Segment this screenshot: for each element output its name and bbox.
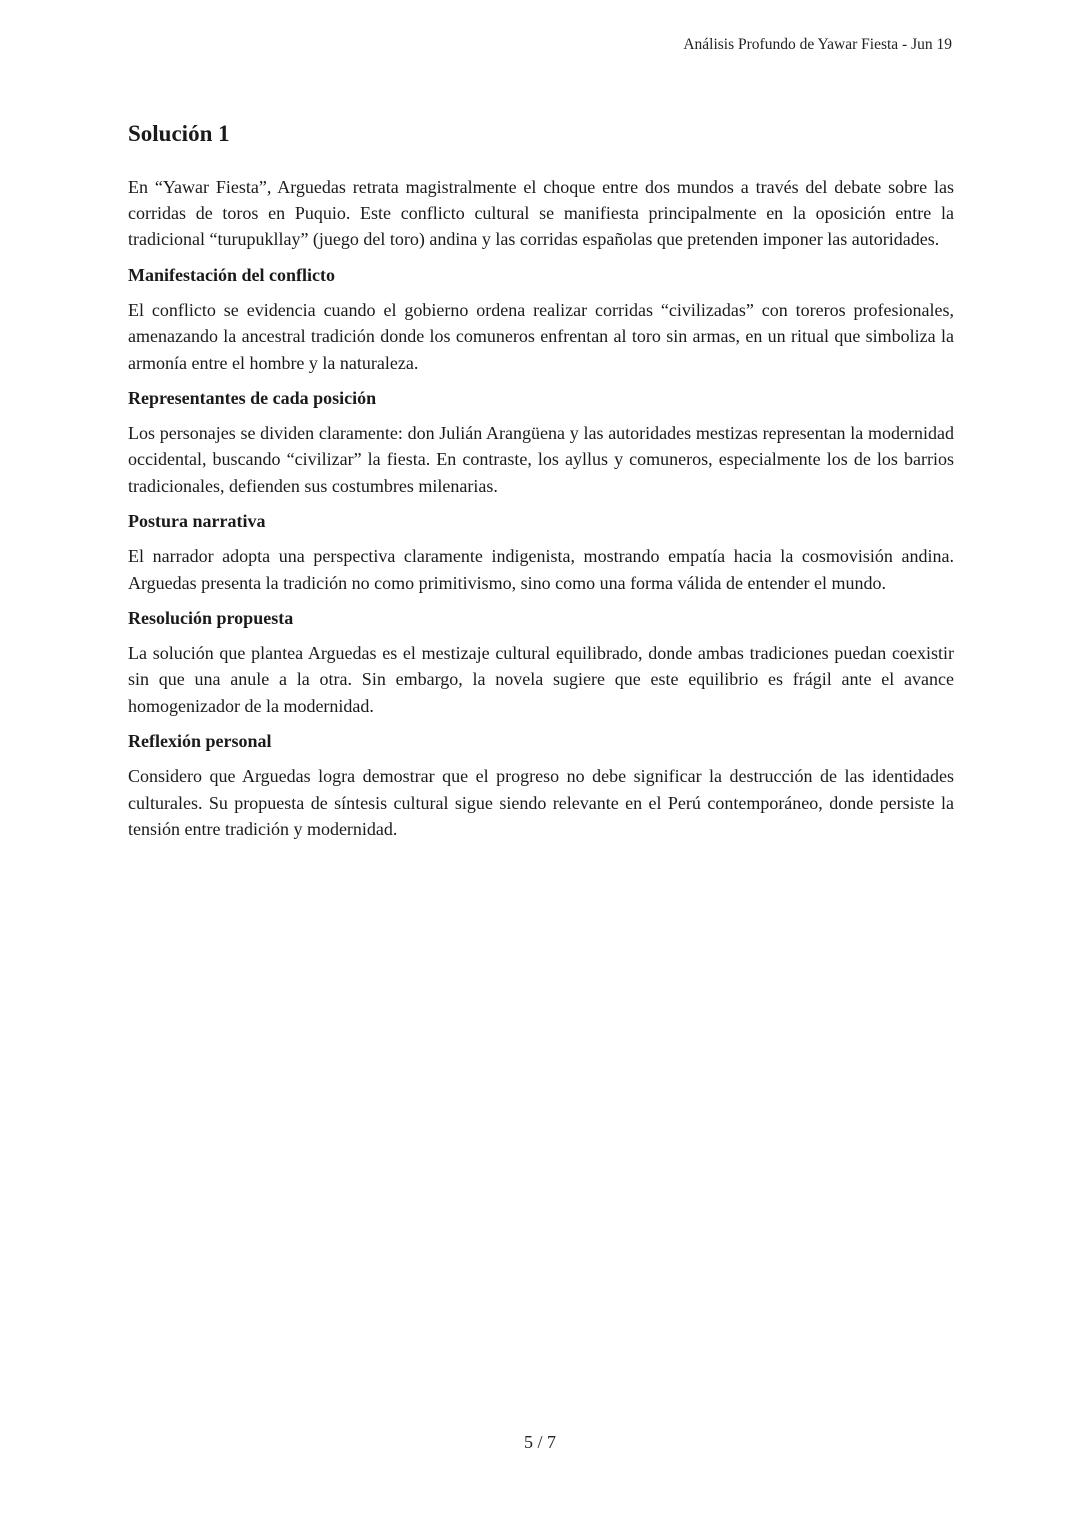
section-text-reflection: Considero que Arguedas logra demostrar que el progreso no debe significar la destrucción de las identidades culturales. Su propuesta de síntesis cultural sigue siendo relevante en el Perú contemporáneo, donde persiste la tensión entre tradición y modernidad.: [128, 766, 954, 840]
section-heading-reflection: Reflexión personal: [128, 731, 272, 752]
running-header: Análisis Profundo de Yawar Fiesta - Jun 19: [683, 36, 952, 53]
section-text-resolution: La solución que plantea Arguedas es el mestizaje cultural equilibrado, donde ambas tradiciones puedan coexistir sin que una anule a la otra. Sin embargo, la novela sugiere que este equilibrio es frágil ante el avance homogenizador de la modernidad.: [128, 643, 954, 716]
page-number: 5 / 7: [523, 1432, 556, 1452]
section-heading-representatives: Representantes de cada posición: [128, 388, 377, 409]
section-text-narrative-stance: El narrador adopta una perspectiva claramente indigenista, mostrando empatía hacia la cosmovisión andina. Arguedas presenta la tradición no como primitivismo, sino como una forma válida de entender el mundo.: [128, 546, 954, 593]
intro-paragraph: En “Yawar Fiesta”, Arguedas retrata magistralmente el choque entre dos mundos a través del debate sobre las corridas de toros en Puquio. Este conflicto cultural se manifiesta principalmente en la oposición entre la tradicional “turupukllay” (juego del toro) andina y las corridas españolas que pretenden imponer las autoridades.: [128, 176, 954, 250]
section-heading-narrative-stance: Postura narrativa: [128, 511, 266, 532]
section-text-conflict: El conflicto se evidencia cuando el gobierno ordena realizar corridas “civilizadas” con toreros profesionales, amenazando la ancestral tradición donde los comuneros enfrentan al toro sin armas, en un ritual que simboliza la armonía entre el hombre y la naturaleza.: [128, 299, 954, 373]
section-heading-conflict: Manifestación del conflicto: [128, 264, 335, 285]
document-body: [128, 120, 954, 843]
section-heading-resolution: Resolución propuesta: [128, 608, 294, 629]
section-text-representatives: Los personajes se dividen claramente: don Julián Arangüena y las autoridades mestizas representan la modernidad occidental, buscando “civilizar” la fiesta. En contraste, los ayllus y comuneros, especialmente los de los barrios tradicionales, defienden sus costumbres milenarias.: [128, 423, 954, 496]
solution-title: Solución 1: [128, 121, 230, 146]
